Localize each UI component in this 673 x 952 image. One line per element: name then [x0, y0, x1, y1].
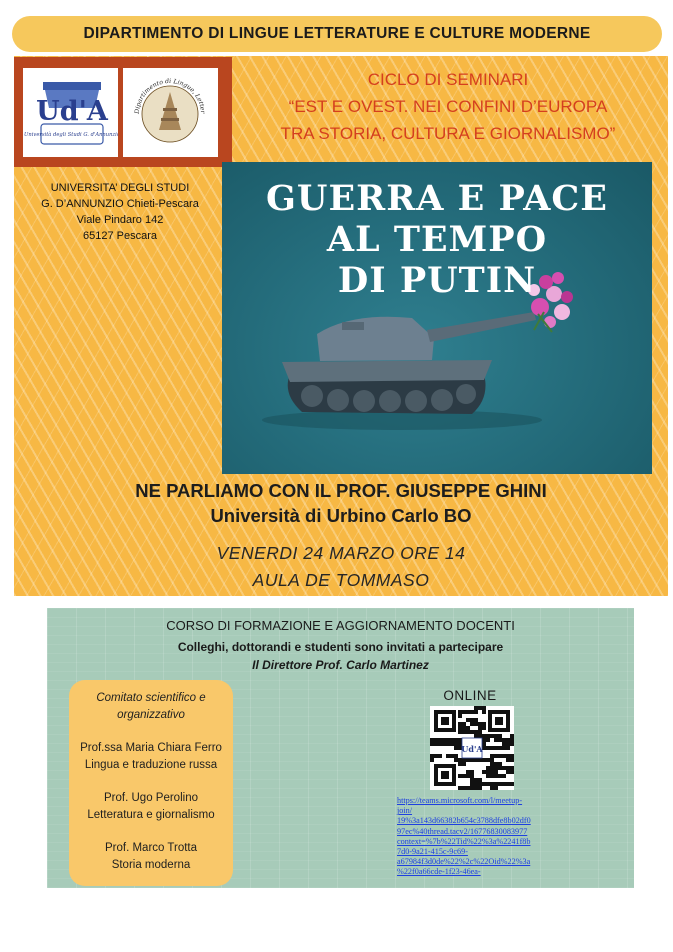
qr-module [470, 770, 474, 774]
qr-module [490, 770, 494, 774]
qr-module [490, 746, 494, 750]
qr-module [474, 758, 478, 762]
qr-module [478, 782, 482, 786]
qr-module [498, 738, 502, 742]
qr-module [470, 782, 474, 786]
qr-code-graphic [430, 706, 514, 790]
qr-module [486, 758, 490, 762]
qr-module [510, 782, 514, 786]
qr-module [510, 742, 514, 746]
series-line-2: “EST E OVEST. NEI CONFINI D’EUROPA [288, 97, 608, 116]
qr-module [494, 738, 498, 742]
qr-module [474, 710, 478, 714]
link-line: join/ [397, 806, 413, 816]
qr-module [462, 786, 466, 790]
qr-module [470, 786, 474, 790]
qr-module [438, 754, 442, 758]
qr-module [482, 782, 486, 786]
qr-module [494, 754, 498, 758]
speaker-name: NE PARLIAMO CON IL PROF. GIUSEPPE GHINI [135, 480, 547, 501]
qr-module [478, 758, 482, 762]
qr-module [486, 774, 490, 778]
committee-box [69, 680, 233, 886]
qr-module [470, 758, 474, 762]
qr-module [498, 762, 502, 766]
qr-module [474, 778, 478, 782]
qr-module [470, 710, 474, 714]
qr-module [454, 738, 458, 742]
qr-module [498, 754, 502, 758]
uda-logo-text: Ud'A [36, 96, 108, 127]
qr-module [482, 734, 486, 738]
qr-module [494, 766, 498, 770]
event-room: AULA DE TOMMASO [252, 570, 430, 590]
qr-module [482, 726, 486, 730]
qr-module [458, 786, 462, 790]
qr-module [430, 742, 434, 746]
department-seal-logo [123, 68, 218, 157]
course-title: CORSO DI FORMAZIONE E AGGIORNAMENTO DOCENTI [166, 618, 515, 633]
qr-module [462, 730, 466, 734]
link-line: a67984f3d0de%22%2c%22Oid%22%3a [397, 857, 531, 867]
committee-member [69, 790, 233, 824]
qr-module [494, 774, 498, 778]
university-line-4: 65127 Pescara [83, 230, 157, 242]
speaker-affiliation: Università di Urbino Carlo BO [210, 505, 472, 526]
qr-module [502, 742, 506, 746]
link-line: 97ec%40thread.tacv2/16776830083977 [397, 826, 528, 836]
qr-module [458, 710, 462, 714]
university-line-2: G. D’ANNUNZIO Chieti-Pescara [41, 198, 199, 210]
qr-module [430, 754, 434, 758]
qr-module [454, 758, 458, 762]
qr-module [502, 766, 506, 770]
qr-module [478, 730, 482, 734]
qr-module [482, 738, 486, 742]
event-date: VENERDI 24 MARZO ORE 14 [216, 543, 466, 563]
qr-module [462, 774, 466, 778]
qr-module [510, 770, 514, 774]
qr-module [450, 738, 454, 742]
qr-module [498, 782, 502, 786]
qr-module [482, 706, 486, 710]
qr-module [470, 718, 474, 722]
qr-module [470, 730, 474, 734]
qr-module [454, 746, 458, 750]
qr-module [498, 774, 502, 778]
qr-code[interactable] [430, 706, 514, 790]
qr-module [458, 730, 462, 734]
qr-module [494, 770, 498, 774]
university-line-1: UNIVERSITA’ DEGLI STUDI [50, 182, 190, 194]
qr-module [494, 734, 498, 738]
director-signature: Il Direttore Prof. Carlo Martinez [252, 658, 429, 672]
qr-module [458, 762, 462, 766]
qr-module [482, 722, 486, 726]
qr-module [506, 758, 510, 762]
link-line: https://teams.microsoft.com/l/meetup- [397, 796, 523, 805]
qr-module [490, 786, 494, 790]
qr-module [486, 738, 490, 742]
qr-module [462, 762, 466, 766]
qr-module [458, 722, 462, 726]
qr-module [434, 742, 438, 746]
invitation-text: Colleghi, dottorandi e studenti sono invitati a partecipare [177, 640, 504, 654]
qr-module [478, 706, 482, 710]
qr-module [494, 746, 498, 750]
member-name: Prof. Marco Trotta [104, 842, 198, 854]
qr-module [454, 754, 458, 758]
qr-module [454, 742, 458, 746]
qr-module [450, 754, 454, 758]
qr-module [502, 774, 506, 778]
university-address [20, 180, 220, 244]
qr-module [466, 730, 470, 734]
qr-module [490, 754, 494, 758]
qr-module [474, 718, 478, 722]
qr-module [466, 774, 470, 778]
qr-module [474, 786, 478, 790]
qr-module [486, 770, 490, 774]
qr-module [470, 774, 474, 778]
qr-module [490, 766, 494, 770]
qr-module [474, 706, 478, 710]
qr-module [434, 738, 438, 742]
qr-module [510, 766, 514, 770]
series-line-1: CICLO DI SEMINARI [367, 70, 529, 89]
qr-module [458, 758, 462, 762]
qr-module [510, 758, 514, 762]
qr-module [486, 782, 490, 786]
qr-module [466, 786, 470, 790]
uda-logo-caption: Università degli Studi G. d'Annunzio [24, 132, 118, 138]
qr-module [470, 722, 474, 726]
qr-module [506, 738, 510, 742]
qr-module [502, 746, 506, 750]
headline-line-3: DI PUTIN [337, 260, 537, 301]
qr-module [486, 746, 490, 750]
uda-logo [23, 68, 118, 157]
qr-module [462, 722, 466, 726]
qr-module [510, 738, 514, 742]
qr-module [490, 758, 494, 762]
qr-module [482, 770, 486, 774]
qr-module [502, 782, 506, 786]
qr-module [458, 726, 462, 730]
qr-module [474, 734, 478, 738]
headline-image-panel [222, 162, 652, 474]
committee-member [69, 740, 233, 774]
qr-module [458, 738, 462, 742]
link-line: context=%7b%22Tid%22%3a%2241f8b [397, 836, 531, 846]
qr-module [474, 782, 478, 786]
qr-module [510, 754, 514, 758]
qr-module [506, 746, 510, 750]
qr-module [470, 778, 474, 782]
qr-module [466, 758, 470, 762]
qr-module [506, 742, 510, 746]
qr-module [458, 714, 462, 718]
qr-module [438, 738, 442, 742]
qr-module [478, 778, 482, 782]
link-line: 19%3a143d66382b654c3788dfe8b02df0 [397, 816, 531, 826]
qr-module [466, 718, 470, 722]
qr-module [446, 738, 450, 742]
qr-module [462, 758, 466, 762]
university-line-3: Viale Pindaro 142 [76, 214, 164, 226]
qr-module [502, 738, 506, 742]
qr-module [430, 758, 434, 762]
qr-module [506, 770, 510, 774]
department-header [12, 16, 662, 52]
qr-module [478, 786, 482, 790]
qr-module [490, 782, 494, 786]
qr-module [430, 738, 434, 742]
qr-module [494, 786, 498, 790]
qr-module [486, 766, 490, 770]
seminar-series-title [248, 66, 648, 147]
qr-module [478, 726, 482, 730]
qr-module [498, 766, 502, 770]
qr-module [494, 762, 498, 766]
committee-title-line-2: organizzativo [117, 709, 185, 721]
qr-module [506, 754, 510, 758]
qr-module [486, 734, 490, 738]
member-role: Letteratura e giornalismo [87, 809, 215, 821]
qr-module [478, 722, 482, 726]
qr-module [490, 762, 494, 766]
qr-module [466, 726, 470, 730]
member-name: Prof. Ugo Perolino [104, 792, 198, 804]
headline [222, 178, 652, 301]
qr-module [442, 738, 446, 742]
qr-module [446, 754, 450, 758]
qr-module [466, 770, 470, 774]
qr-module [490, 734, 494, 738]
link-line: %22f0a66cde-1f23-46ea- [397, 867, 481, 877]
qr-module [498, 746, 502, 750]
qr-module [434, 754, 438, 758]
qr-module [506, 782, 510, 786]
qr-module [498, 734, 502, 738]
qr-module [438, 742, 442, 746]
qr-module [502, 754, 506, 758]
member-role: Lingua e traduzione russa [84, 759, 218, 771]
qr-module [462, 726, 466, 730]
qr-module [494, 782, 498, 786]
teams-meeting-link[interactable] [397, 796, 547, 878]
series-line-3: TRA STORIA, CULTURA E GIORNALISMO” [280, 124, 616, 143]
qr-module [510, 734, 514, 738]
committee-member [69, 840, 233, 874]
department-title: DIPARTIMENTO DI LINGUE LETTERATURE E CULTURE MODERNE [83, 25, 591, 42]
qr-module [450, 742, 454, 746]
committee-title-line-1: Comitato scientifico e [96, 692, 206, 704]
member-name: Prof.ssa Maria Chiara Ferro [80, 742, 222, 754]
qr-module [466, 710, 470, 714]
qr-module [446, 742, 450, 746]
qr-module [478, 734, 482, 738]
qr-module [482, 710, 486, 714]
headline-line-1: GUERRA E PACE [266, 178, 608, 219]
qr-module [462, 710, 466, 714]
logo-frame [14, 57, 232, 167]
link-line: 7d0-9a21-415c-9c69- [397, 847, 468, 857]
qr-module [442, 742, 446, 746]
qr-module [474, 722, 478, 726]
qr-module [458, 774, 462, 778]
online-label: ONLINE [443, 688, 497, 703]
qr-module [490, 774, 494, 778]
member-role: Storia moderna [111, 859, 191, 871]
qr-uda-logo: Ud'A [461, 744, 483, 754]
qr-module [474, 730, 478, 734]
qr-module [482, 758, 486, 762]
headline-line-2: AL TEMPO [326, 219, 548, 260]
qr-module [506, 766, 510, 770]
seal-ring-text: Dipartimento di Lingue, Letter [133, 77, 207, 115]
